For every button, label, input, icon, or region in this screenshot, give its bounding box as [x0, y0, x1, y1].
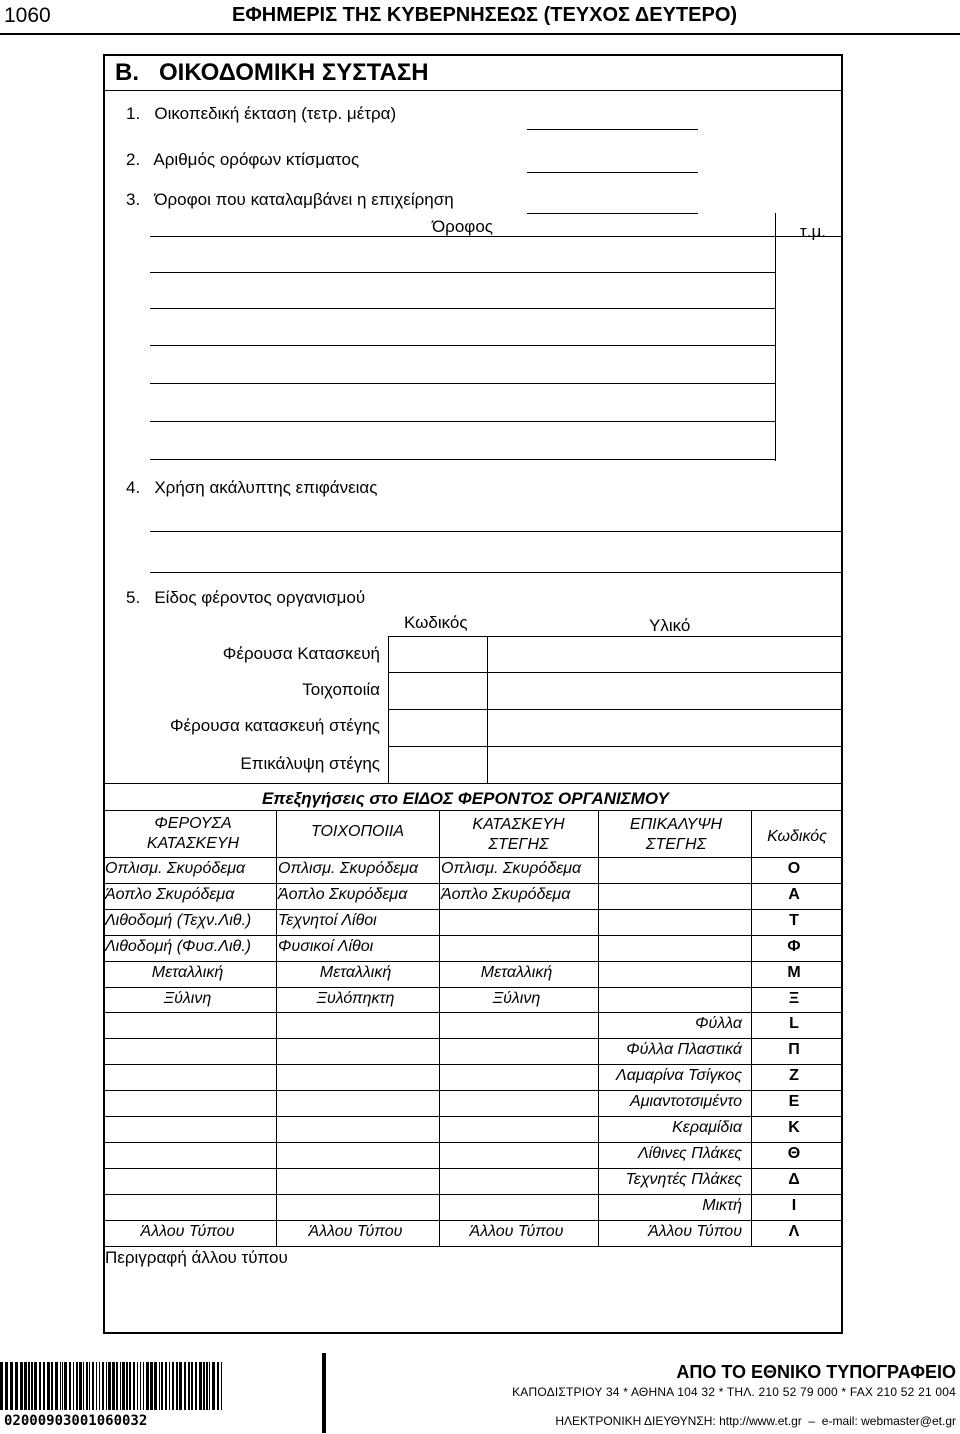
- other-description-label: Περιγραφή άλλου τύπου: [105, 1248, 288, 1267]
- barcode-bar: [120, 1362, 121, 1410]
- barcode-bar: [112, 1362, 115, 1410]
- code-cell-4[interactable]: [390, 748, 485, 782]
- explanation-cell: Άλλου Τύπου: [308, 1222, 403, 1240]
- barcode-bar: [60, 1362, 61, 1410]
- barcode-bar: [199, 1362, 202, 1410]
- explanations-row-divider: [103, 1142, 843, 1143]
- barcode-bar: [140, 1362, 141, 1410]
- material-column-header: Υλικό: [649, 616, 691, 635]
- barcode-bar: [15, 1362, 18, 1410]
- barcode-bar: [203, 1362, 205, 1410]
- code-cell-2[interactable]: [390, 674, 485, 708]
- barcode-bar: [137, 1362, 138, 1410]
- explanation-code: Λ: [788, 1222, 800, 1240]
- barcode-bar: [133, 1362, 135, 1410]
- barcode-bar: [188, 1362, 190, 1410]
- barcode-bar: [76, 1362, 78, 1410]
- barcode-bar: [31, 1362, 33, 1410]
- explanation-cell: Λίθινες Πλάκες: [637, 1144, 742, 1162]
- explanation-code: Τ: [789, 911, 799, 929]
- explanations-title: Επεξηγήσεις στο ΕΙΔΟΣ ΦΕΡΟΝΤΟΣ ΟΡΓΑΝΙΣΜΟΥ: [262, 789, 669, 808]
- material-cell-3[interactable]: [489, 711, 841, 745]
- barcode-bar: [102, 1362, 104, 1410]
- explanation-code: Ε: [788, 1093, 800, 1111]
- floors-row-1[interactable]: [150, 272, 775, 273]
- floor-column-header: Όροφος: [432, 217, 493, 236]
- barcode-bar: [47, 1362, 50, 1410]
- barcode-bar: [69, 1362, 71, 1410]
- plot-area-label: 1. Οικοπεδική έκταση (τετρ. μέτρα): [126, 104, 397, 123]
- explanation-cell: Οπλισμ. Σκυρόδεμα: [441, 860, 582, 877]
- barcode-bar: [150, 1362, 153, 1410]
- header-roof-covering: ΕΠΙΚΑΛΥΨΗ ΣΤΕΓΗΣ: [629, 816, 723, 853]
- explanation-cell: Τεχνητές Πλάκες: [625, 1170, 742, 1188]
- floors-row-5[interactable]: [150, 421, 775, 422]
- barcode-bar: [83, 1362, 84, 1410]
- explanation-cell: Φυσικοί Λίθοι: [278, 937, 374, 955]
- masonry-label: Τοιχοποιία: [302, 680, 380, 699]
- floors-row-2[interactable]: [150, 308, 775, 309]
- barcode-bar: [169, 1362, 170, 1410]
- barcode-bar: [28, 1362, 30, 1410]
- header-load-bearing: ΦΕΡΟΥΣΑ ΚΑΤΑΣΚΕΥΗ: [146, 815, 240, 852]
- printer-web: [549, 1400, 956, 1428]
- barcode-bar: [0, 1362, 3, 1410]
- barcode-bar: [79, 1362, 82, 1410]
- explanation-cell: Ξύλινη: [492, 989, 541, 1007]
- explanation-cell: Οπλισμ. Σκυρόδεμα: [105, 860, 246, 877]
- explanations-row-divider: [103, 935, 843, 936]
- explanations-row-divider: [103, 961, 843, 962]
- barcode-bar: [191, 1362, 193, 1410]
- explanation-code: Φ: [787, 937, 801, 955]
- barcode-bar: [86, 1362, 88, 1410]
- explanation-cell: Άοπλο Σκυρόδεμα: [441, 885, 571, 903]
- explanation-cell: Φύλλα Πλαστικά: [626, 1041, 742, 1059]
- explanations-row-divider: [103, 1090, 843, 1091]
- explanations-row-divider: [103, 1220, 843, 1221]
- explanation-cell: Μεταλλική: [151, 963, 224, 981]
- barcode-bar: [161, 1362, 163, 1410]
- barcode-bar: [217, 1362, 219, 1410]
- barcode-bar: [179, 1362, 182, 1410]
- barcode-bar: [165, 1362, 167, 1410]
- barcode-bar: [184, 1362, 186, 1410]
- explanation-code: Μ: [787, 963, 801, 981]
- barcode-bar: [92, 1362, 94, 1410]
- explanation-cell: Κεραμίδια: [672, 1119, 742, 1136]
- page-number: 1060: [4, 4, 51, 27]
- barcode-bar: [209, 1362, 210, 1410]
- barcode-bar: [34, 1362, 37, 1410]
- explanations-row-divider: [103, 1116, 843, 1117]
- explanations-row-divider: [103, 909, 843, 910]
- explanation-code: Ζ: [789, 1067, 799, 1085]
- open-space-line-1[interactable]: [150, 531, 843, 532]
- barcode-bar: [176, 1362, 178, 1410]
- barcode-bar: [206, 1362, 208, 1410]
- barcode-bar: [154, 1362, 157, 1410]
- explanation-code: Δ: [788, 1170, 800, 1188]
- floors-row-3[interactable]: [150, 345, 775, 346]
- barcode-bar: [43, 1362, 45, 1410]
- barcode-bar: [20, 1362, 23, 1410]
- explanation-code: Ο: [787, 860, 801, 877]
- website-link[interactable]: ΗΛΕΚΤΡΟΝΙΚΗ ΔΙΕΥΘΥΝΣΗ: http://www.et.gr – e-mail: webmaster@et.gr: [555, 1414, 956, 1428]
- barcode-bar: [89, 1362, 90, 1410]
- explanation-cell: Άοπλο Σκυρόδεμα: [105, 885, 235, 903]
- barcode-bar: [10, 1362, 13, 1410]
- material-cell-4[interactable]: [489, 748, 841, 782]
- printer-address: ΚΑΠΟΔΙΣΤΡΙΟΥ 34 * ΑΘΗΝΑ 104 32 * ΤΗΛ. 210 52 79 000 * FAX 210 52 21 004: [512, 1385, 956, 1399]
- explanation-cell: Άλλου Τύπου: [140, 1222, 235, 1240]
- explanations-row-divider: [103, 1194, 843, 1195]
- explanation-cell: Άλλου Τύπου: [469, 1222, 564, 1240]
- footer-rule: [322, 1353, 326, 1433]
- barcode-bar: [51, 1362, 53, 1410]
- barcode-bar: [73, 1362, 74, 1410]
- explanation-code: Κ: [788, 1119, 800, 1136]
- barcode-graphic: [0, 1362, 224, 1410]
- barcode-bar: [221, 1362, 222, 1410]
- explanation-cell: Ξυλόπηκτη: [316, 989, 395, 1007]
- barcode: [0, 1362, 224, 1410]
- explanation-cell: Μεταλλική: [480, 963, 553, 981]
- explanation-cell: Άοπλο Σκυρόδεμα: [278, 885, 408, 903]
- code-cell-1[interactable]: [390, 638, 485, 671]
- floors-occupied-label: 3. Όροφοι που καταλαμβάνει η επιχείρηση: [126, 190, 454, 209]
- explanation-cell: Λιθοδομή (Τεχν.Λιθ.): [105, 911, 252, 929]
- explanation-code: L: [789, 1015, 799, 1033]
- barcode-bar: [146, 1362, 149, 1410]
- explanations-row-divider: [103, 987, 843, 988]
- printer-name: ΑΠΟ ΤΟ ΕΘΝΙΚΟ ΤΥΠΟΓΡΑΦΕΙΟ: [676, 1362, 956, 1382]
- explanation-cell: Μικτή: [702, 1196, 742, 1214]
- barcode-bar: [159, 1362, 160, 1410]
- floors-count-label: 2. Αριθμός ορόφων κτίσματος: [126, 150, 360, 169]
- material-cell-2[interactable]: [489, 674, 841, 708]
- barcode-bar: [143, 1362, 144, 1410]
- material-cell-1[interactable]: [489, 638, 841, 671]
- barcode-bar: [116, 1362, 118, 1410]
- floors-occupied-field[interactable]: [527, 213, 698, 214]
- explanation-cell: Τεχνητοί Λίθοι: [278, 911, 377, 929]
- roof-covering-label: Επικάλυψη στέγης: [240, 754, 380, 773]
- explanation-cell: Αμιαντοτσιμέντο: [630, 1093, 742, 1111]
- floors-count-field[interactable]: [527, 172, 698, 173]
- barcode-bar: [195, 1362, 197, 1410]
- structure-type-label: 5. Είδος φέροντος οργανισμού: [126, 588, 366, 607]
- barcode-bar: [212, 1362, 215, 1410]
- explanation-cell: Φύλλα: [695, 1015, 742, 1033]
- barcode-bar: [24, 1362, 27, 1410]
- gazette-title: ΕΦΗΜΕΡΙΣ ΤΗΣ ΚΥΒΕΡΝΗΣΕΩΣ (ΤΕΥΧΟΣ ΔΕΥΤΕΡΟ): [232, 4, 738, 26]
- open-space-label: 4. Χρήση ακάλυπτης επιφάνειας: [126, 478, 378, 497]
- roof-structure-label: Φέρουσα κατασκευή στέγης: [169, 716, 380, 735]
- barcode-number: 02000903001060032: [4, 1413, 148, 1429]
- explanation-cell: Μεταλλική: [319, 963, 392, 981]
- load-bearing-label: Φέρουσα Κατασκευή: [222, 644, 380, 663]
- explanations-row-divider: [103, 1012, 843, 1013]
- floors-row-6[interactable]: [150, 459, 775, 460]
- barcode-bar: [172, 1362, 174, 1410]
- header-rule: [0, 33, 960, 35]
- barcode-bar: [5, 1362, 8, 1410]
- barcode-bar: [126, 1362, 128, 1410]
- barcode-bar: [62, 1362, 63, 1410]
- code-column-header: Κωδικός: [404, 613, 468, 632]
- barcode-bar: [108, 1362, 111, 1410]
- barcode-bar: [39, 1362, 41, 1410]
- sqm-column-header: τ.μ.: [800, 222, 826, 241]
- header-roof-structure: ΚΑΤΑΣΚΕΥΗ ΣΤΕΓΗΣ: [472, 816, 565, 853]
- explanation-cell: Ξύλινη: [163, 989, 212, 1007]
- explanations-row-divider: [103, 883, 843, 884]
- explanation-cell: Λαμαρίνα Τσίγκος: [616, 1067, 742, 1085]
- explanation-code: Ξ: [788, 989, 800, 1007]
- explanation-code: Θ: [787, 1144, 801, 1162]
- barcode-bar: [64, 1362, 67, 1410]
- barcode-bar: [129, 1362, 131, 1410]
- barcode-bar: [55, 1362, 58, 1410]
- open-space-line-2[interactable]: [150, 572, 843, 573]
- barcode-bar: [96, 1362, 97, 1410]
- explanation-cell: Άλλου Τύπου: [648, 1222, 742, 1240]
- explanation-cell: Λιθοδομή (Φυσ.Λιθ.): [105, 937, 251, 955]
- header-code: Κωδικός: [767, 828, 827, 845]
- explanations-row-divider: [103, 1038, 843, 1039]
- explanation-code: Ι: [791, 1196, 797, 1214]
- explanation-code: Π: [788, 1041, 800, 1059]
- section-title: Β. ΟΙΚΟΔΟΜΙΚΗ ΣΥΣΤΑΣΗ: [115, 59, 429, 86]
- barcode-bar: [106, 1362, 107, 1410]
- barcode-bar: [122, 1362, 125, 1410]
- explanation-cell: Οπλισμ. Σκυρόδεμα: [278, 860, 419, 877]
- code-cell-3[interactable]: [390, 711, 485, 745]
- plot-area-field[interactable]: [527, 129, 698, 130]
- explanations-row-divider: [103, 1168, 843, 1169]
- header-masonry: ΤΟΙΧΟΠΟΙΙΑ: [310, 823, 405, 840]
- explanations-row-divider: [103, 1064, 843, 1065]
- barcode-bar: [99, 1362, 100, 1410]
- floors-divider: [775, 213, 776, 461]
- explanation-code: Α: [788, 885, 800, 903]
- floors-row-4[interactable]: [150, 383, 775, 384]
